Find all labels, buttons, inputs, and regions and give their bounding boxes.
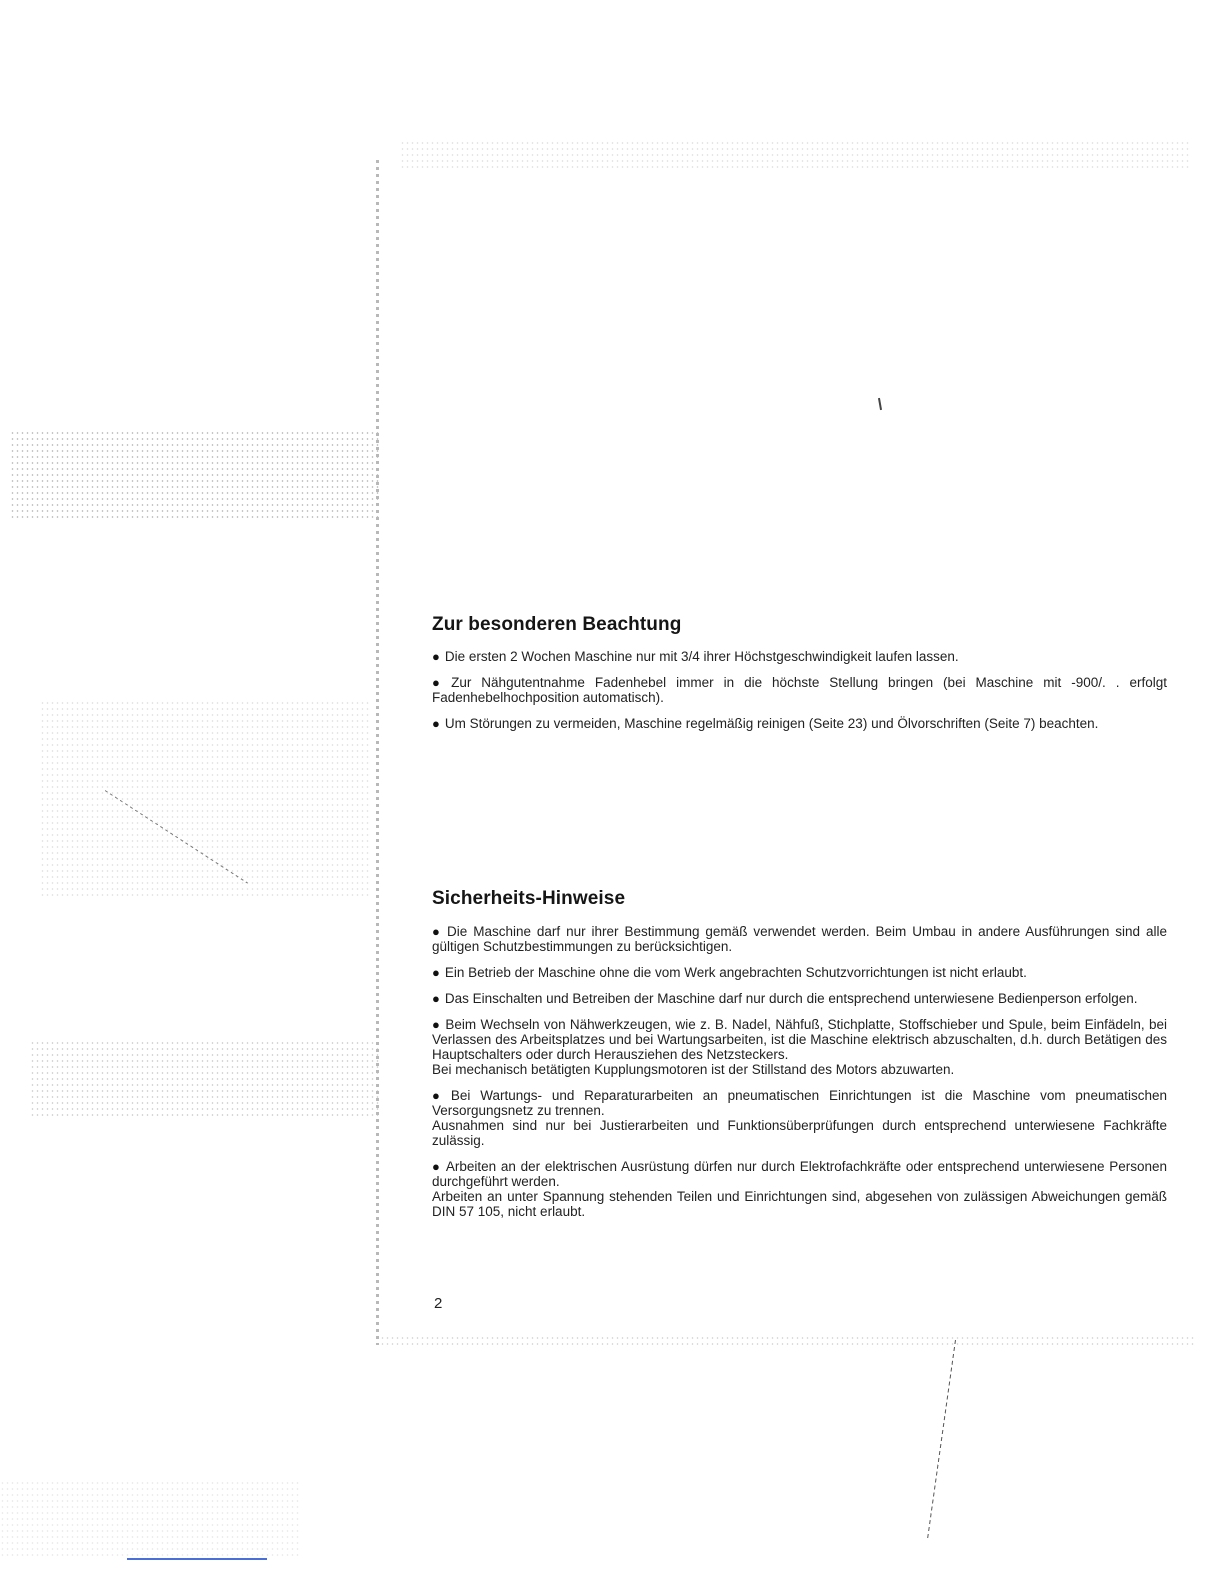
list-item <box>432 1017 1167 1077</box>
section-safety-notes <box>432 888 1167 1230</box>
section-heading: Sicherheits-Hinweise <box>432 888 626 909</box>
list-item <box>432 965 1167 980</box>
scan-noise-corner <box>0 1480 300 1560</box>
scan-pen-line <box>927 1340 956 1538</box>
item-text: Zur Nähgutentnahme Fadenhebel immer in die höchste Stellung bringen (bei Maschine mit -900/. . erfolgt Fadenhebelhochposition automatisch). <box>432 675 1167 705</box>
item-text: Das Einschalten und Betreiben der Maschine darf nur durch die entsprechend unterwiesene Bedienperson erfolgen. <box>444 991 1138 1006</box>
list-item <box>432 924 1167 954</box>
page-number: 2 <box>434 1295 443 1312</box>
scan-noise-left-lower <box>30 1040 380 1120</box>
page-spine-edge <box>376 160 379 1345</box>
item-text: Ein Betrieb der Maschine ohne die vom Werk angebrachten Schutzvorrichtungen ist nicht erlaubt. <box>444 965 1027 980</box>
list-item <box>432 716 1167 731</box>
scan-stray-mark <box>878 398 882 410</box>
list-item <box>432 649 1167 664</box>
item-extra-text: Bei mechanisch betätigten Kupplungsmotoren ist der Stillstand des Motors abzuwarten. <box>432 1062 955 1077</box>
bullet-icon: ● <box>432 716 440 731</box>
bullet-icon: ● <box>432 649 440 664</box>
item-text: Um Störungen zu vermeiden, Maschine regelmäßig reinigen (Seite 23) und Ölvorschriften (Seite 7) beachten. <box>444 716 1099 731</box>
item-text: Bei Wartungs- und Reparaturarbeiten an pneumatischen Einrichtungen ist die Maschine vom pneumatischen Versorgungsnetz zu trennen. <box>432 1088 1167 1118</box>
section-heading: Zur besonderen Beachtung <box>432 614 682 635</box>
item-extra-text: Ausnahmen sind nur bei Justierarbeiten und Funktionsüberprüfungen durch entsprechend unterwiesene Fachkräfte zulässig. <box>432 1118 1167 1148</box>
list-item <box>432 1088 1167 1148</box>
document-content <box>432 614 1167 1219</box>
section-special-notes <box>432 614 1167 731</box>
item-extra-text: Arbeiten an unter Spannung stehenden Teilen und Einrichtungen sind, abgesehen von zulässigen Abweichungen gemäß DIN 57 105, nicht erlaubt. <box>432 1189 1167 1219</box>
list-item <box>432 991 1167 1006</box>
scan-noise-top <box>400 140 1190 170</box>
list-item <box>432 1159 1167 1219</box>
item-text: Die ersten 2 Wochen Maschine nur mit 3/4 ihrer Höchstgeschwindigkeit laufen lassen. <box>444 649 959 664</box>
scan-noise-left-upper <box>10 430 380 520</box>
list-item <box>432 675 1167 705</box>
bullet-icon: ● <box>432 1088 446 1103</box>
bullet-icon: ● <box>432 675 447 690</box>
bullet-icon: ● <box>432 1159 441 1174</box>
item-text: Beim Wechseln von Nähwerkzeugen, wie z. B. Nadel, Nähfuß, Stichplatte, Stoffschieber und Spule, beim Einfädeln, bei Verlassen des Arbeitsplatzes und bei Wartungsarbeiten, ist die Maschine elektrisch abzuschalten, d.h. durch Betätigen des Hauptschalters oder durch Herausziehen des Netzsteckers. <box>432 1017 1167 1062</box>
item-text: Arbeiten an der elektrischen Ausrüstung dürfen nur durch Elektrofachkräfte oder entsprechend unterwiesene Personen durchgeführt werden. <box>432 1159 1167 1189</box>
bullet-icon: ● <box>432 965 440 980</box>
item-text: Die Maschine darf nur ihrer Bestimmung gemäß verwendet werden. Beim Umbau in andere Ausführungen sind alle gültigen Schutzbestimmungen zu berücksichtigen. <box>432 924 1167 954</box>
bullet-icon: ● <box>432 1017 441 1032</box>
bullet-icon: ● <box>432 924 443 939</box>
scan-blue-line <box>127 1558 267 1560</box>
scan-noise-left-middle <box>40 700 370 900</box>
bullet-icon: ● <box>432 991 440 1006</box>
scan-noise-bottom-edge <box>380 1335 1195 1347</box>
